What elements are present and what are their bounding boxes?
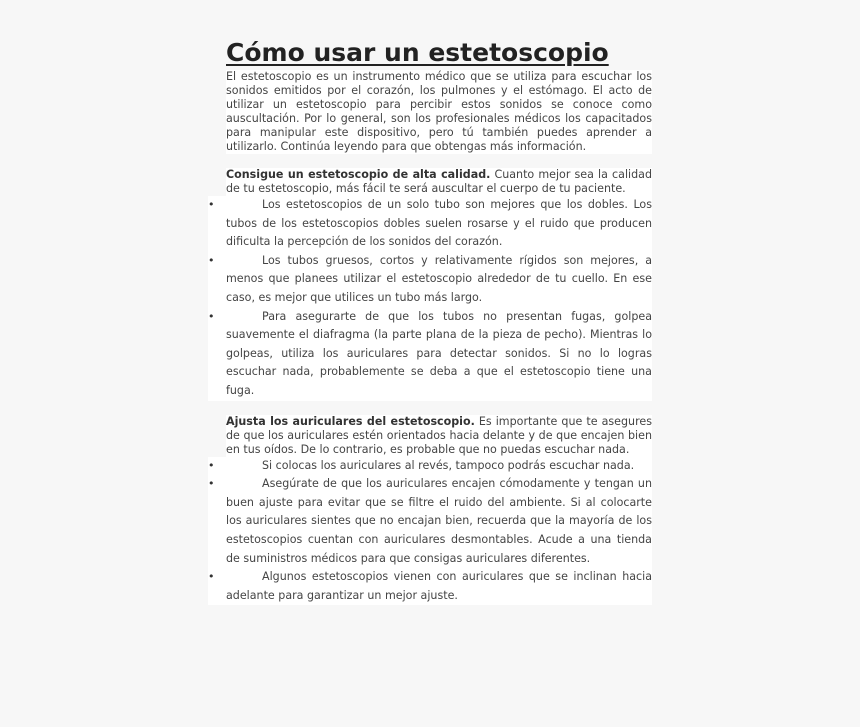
list-item: [208, 196, 652, 252]
section2-heading: Ajusta los auriculares del estetoscopio.: [226, 414, 475, 428]
list-item: [208, 568, 652, 605]
section1-heading: Consigue un estetoscopio de alta calidad.: [226, 168, 491, 181]
bullet-icon: •: [208, 477, 215, 491]
section1-bullet-list: [208, 196, 652, 401]
list-item: [208, 252, 652, 308]
bullet-icon: •: [208, 458, 215, 472]
document: [208, 36, 652, 605]
list-item-text: Los tubos gruesos, cortos y relativamente rígidos son mejores, a menos que planees utilizar el estetoscopio alrededor de tu cuello. En ese caso, es mejor que utilices un tubo más largo.: [226, 253, 652, 304]
spacer: [208, 154, 652, 168]
section2-bullet-list: [208, 457, 652, 606]
list-item-text: Para asegurarte de que los tubos no presentan fugas, golpea suavemente el diafragma (la parte plana de la pieza de pecho). Mientras lo golpeas, utiliza los auriculares para detectar sonidos. Si no lo logras escuchar nada, probablemente se deba a que el estetoscopio tiene una fuga.: [226, 309, 652, 397]
page-title: Cómo usar un estetoscopio: [226, 38, 609, 67]
list-item: [208, 475, 652, 568]
list-item-text: Los estetoscopios de un solo tubo son mejores que los dobles. Los tubos de los estetoscopios dobles suelen rosarse y el ruido que producen dificulta la percepción de los sonidos del corazón.: [226, 198, 652, 249]
bullet-icon: •: [208, 309, 215, 323]
bullet-icon: •: [208, 198, 215, 211]
section1-paragraph: [226, 168, 652, 196]
list-item: [208, 308, 652, 401]
list-item-text: Algunos estetoscopios vienen con auriculares que se inclinan hacia adelante para garantizar un mejor ajuste.: [226, 570, 652, 602]
section2-text: Es importante que te asegures de que los auriculares estén orientados hacia delante y de que encajen bien en tus oídos. De lo contrario, es probable que no puedas escuchar nada.: [226, 414, 653, 456]
bullet-icon: •: [208, 570, 215, 584]
section2-paragraph: [226, 415, 652, 457]
intro-paragraph: El estetoscopio es un instrumento médico que se utiliza para escuchar los sonidos emitidos por el corazón, los pulmones y el estómago. El acto de utilizar un estetoscopio para percibir estos sonidos se conoce como auscultación. Por lo general, son los profesionales médicos los capacitados para manipular este dispositivo, pero tú también puedes aprender a utilizarlo. Continúa leyendo para que obtengas más información.: [226, 70, 652, 153]
list-item-text: Si colocas los auriculares al revés, tampoco podrás escuchar nada.: [262, 458, 635, 472]
section1-text: Cuanto mejor sea la calidad de tu estetoscopio, más fácil te será auscultar el cuerpo de tu paciente.: [226, 168, 653, 195]
bullet-icon: •: [208, 253, 215, 267]
list-item-text: Asegúrate de que los auriculares encajen cómodamente y tengan un buen ajuste para evitar que se filtre el ruido del ambiente. Si al colocarte los auriculares sientes que no encajan bien, recuerda que la mayoría de los estetoscopios cuentan con auriculares desmontables. Acude a una tienda de suministros médicos para que consigas auriculares diferentes.: [226, 477, 652, 565]
spacer: [208, 401, 652, 415]
list-item: [208, 457, 652, 476]
